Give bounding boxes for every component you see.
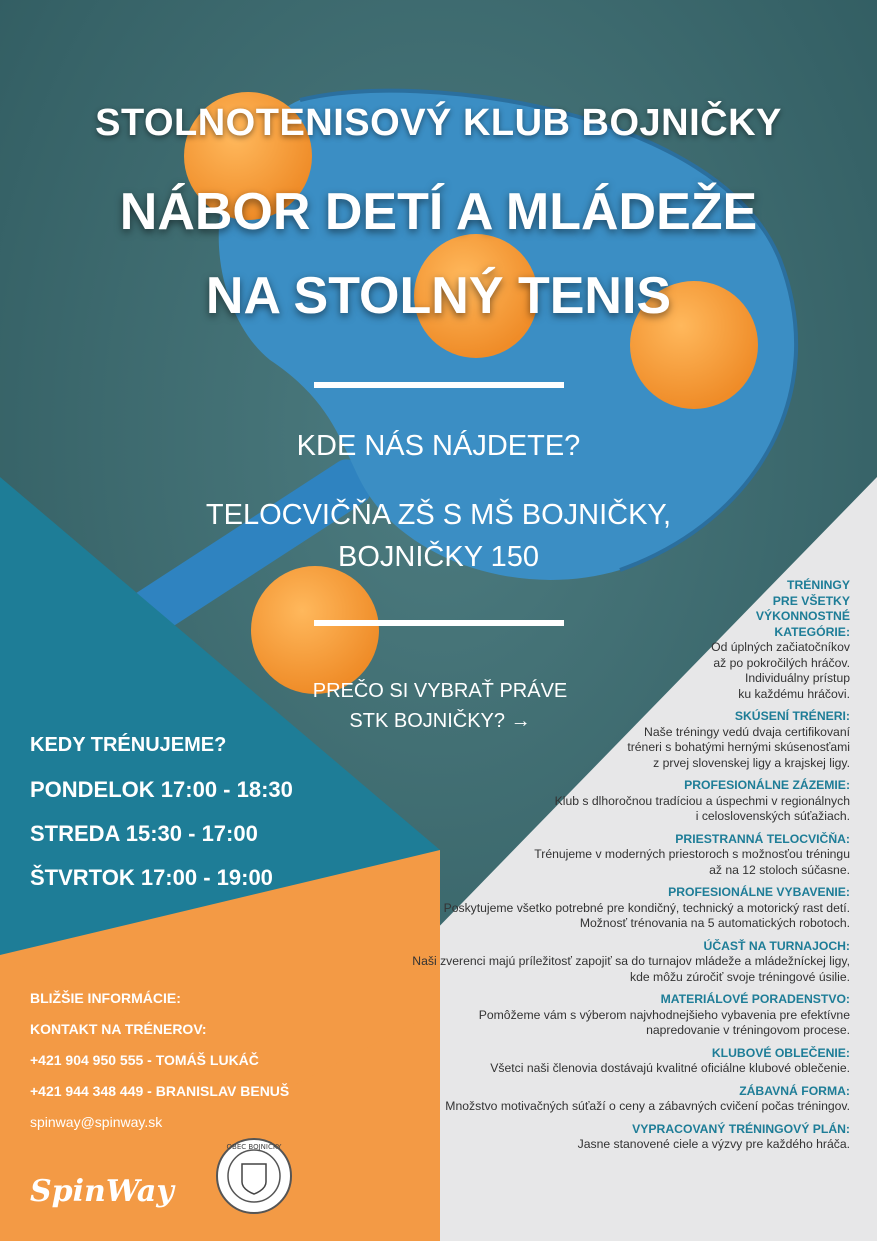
schedule bbox=[30, 734, 293, 909]
phone-link[interactable]: +421 904 950 555 - TOMÁŠ LUKÁČ bbox=[30, 1052, 259, 1068]
feature-item bbox=[390, 1046, 850, 1077]
phone-link[interactable]: +421 944 348 449 - BRANISLAV BENUŠ bbox=[30, 1083, 290, 1099]
schedule-day: STREDA 15:30 - 17:00 bbox=[30, 821, 258, 846]
location-address bbox=[0, 494, 877, 578]
feature-text: Klub s dlhoročnou tradíciou a úspechmi v regionálnych i celoslovenských súťažiach. bbox=[554, 793, 850, 823]
ball-icon bbox=[251, 566, 379, 694]
feature-item bbox=[390, 1084, 850, 1115]
location-question: KDE NÁS NÁJDETE? bbox=[296, 430, 581, 462]
features-list bbox=[390, 578, 850, 1160]
feature-title: PRIESTRANNÁ TELOCVIČŇA: bbox=[675, 831, 850, 846]
feature-text: Všetci naši členovia dostávajú kvalitné oficiálne klubové oblečenie. bbox=[490, 1061, 850, 1075]
feature-item bbox=[390, 939, 850, 986]
feature-item bbox=[390, 832, 850, 879]
spinway-logo: SpinWay bbox=[30, 1174, 174, 1209]
why-line-2: STK BOJNIČKY? → bbox=[349, 710, 531, 732]
feature-text: Poskytujeme všetko potrebné pre kondičný, technický a motorický rast detí. Možnosť trénovania na 5 automatických robotoch. bbox=[443, 900, 850, 930]
municipal-seal-icon bbox=[214, 1136, 294, 1216]
feature-item bbox=[390, 778, 850, 825]
feature-title: ÚČASŤ NA TURNAJOCH: bbox=[703, 938, 850, 953]
headline-line-1: NÁBOR DETÍ A MLÁDEŽE bbox=[119, 183, 758, 241]
feature-title: KLUBOVÉ OBLEČENIE: bbox=[711, 1045, 850, 1060]
feature-title: VYPRACOVANÝ TRÉNINGOVÝ PLÁN: bbox=[632, 1121, 850, 1136]
feature-item bbox=[390, 578, 850, 702]
seal-text: OBEC BOJNIČKY bbox=[226, 1143, 282, 1151]
feature-item bbox=[390, 1122, 850, 1153]
email-link[interactable]: spinway@spinway.sk bbox=[30, 1114, 163, 1130]
feature-title: TRÉNINGY PRE VŠETKY VÝKONNOSTNÉ KATEGÓRIE: bbox=[755, 578, 850, 639]
feature-text: Od úplných začiatočníkov až po pokročilých hráčov. Individuálny prístup ku každému hráčovi. bbox=[711, 640, 850, 701]
feature-title: PROFESIONÁLNE ZÁZEMIE: bbox=[684, 778, 850, 792]
feature-item bbox=[390, 709, 850, 771]
why-line-1: PREČO SI VYBRAŤ PRÁVE bbox=[312, 680, 568, 702]
feature-title: PROFESIONÁLNE VYBAVENIE: bbox=[668, 885, 850, 899]
feature-title: ZÁBAVNÁ FORMA: bbox=[739, 1083, 850, 1098]
address-line-1: TELOCVIČŇA ZŠ S MŠ BOJNIČKY, bbox=[205, 499, 672, 531]
divider bbox=[314, 382, 564, 388]
feature-title: SKÚSENÍ TRÉNERI: bbox=[734, 709, 850, 723]
headline-line-2: NA STOLNÝ TENIS bbox=[205, 267, 672, 325]
info-label: BLIŽŠIE INFORMÁCIE: bbox=[30, 990, 181, 1006]
feature-text: Pomôžeme vám s výberom najvhodnejšieho vybavenia pre efektívne napredovanie v tréningovom procese. bbox=[478, 1007, 850, 1037]
feature-text: Jasne stanovené ciele a výzvy pre každého hráča. bbox=[577, 1137, 850, 1151]
feature-text: Množstvo motivačných súťaží o ceny a zábavných cvičení počas tréningov. bbox=[445, 1099, 850, 1113]
club-name: STOLNOTENISOVÝ KLUB BOJNIČKY bbox=[95, 102, 782, 144]
schedule-heading: KEDY TRÉNUJEME? bbox=[30, 734, 227, 756]
feature-title: MATERIÁLOVÉ PORADENSTVO: bbox=[660, 992, 850, 1006]
page-title bbox=[0, 183, 877, 325]
feature-item bbox=[390, 885, 850, 932]
coaches-label: KONTAKT NA TRÉNEROV: bbox=[30, 1021, 207, 1037]
contact-info bbox=[30, 991, 289, 1142]
feature-text: Naši zverenci majú príležitosť zapojiť sa do turnajov mládeže a mládežníckej ligy, kde môžu zúročiť svoje tréningové úsilie. bbox=[412, 954, 850, 984]
feature-text: Naše tréningy vedú dvaja certifikovaní tréneri s bohatými hernými skúsenosťami z prvej slovenskej ligy a krajskej ligy. bbox=[627, 724, 850, 770]
schedule-day: PONDELOK 17:00 - 18:30 bbox=[30, 777, 293, 802]
feature-text: Trénujeme v moderných priestoroch s možnosťou tréningu až na 12 stoloch súčasne. bbox=[534, 847, 850, 877]
feature-item bbox=[390, 992, 850, 1039]
address-line-2: BOJNIČKY 150 bbox=[338, 541, 539, 573]
schedule-day: ŠTVRTOK 17:00 - 19:00 bbox=[30, 865, 273, 890]
